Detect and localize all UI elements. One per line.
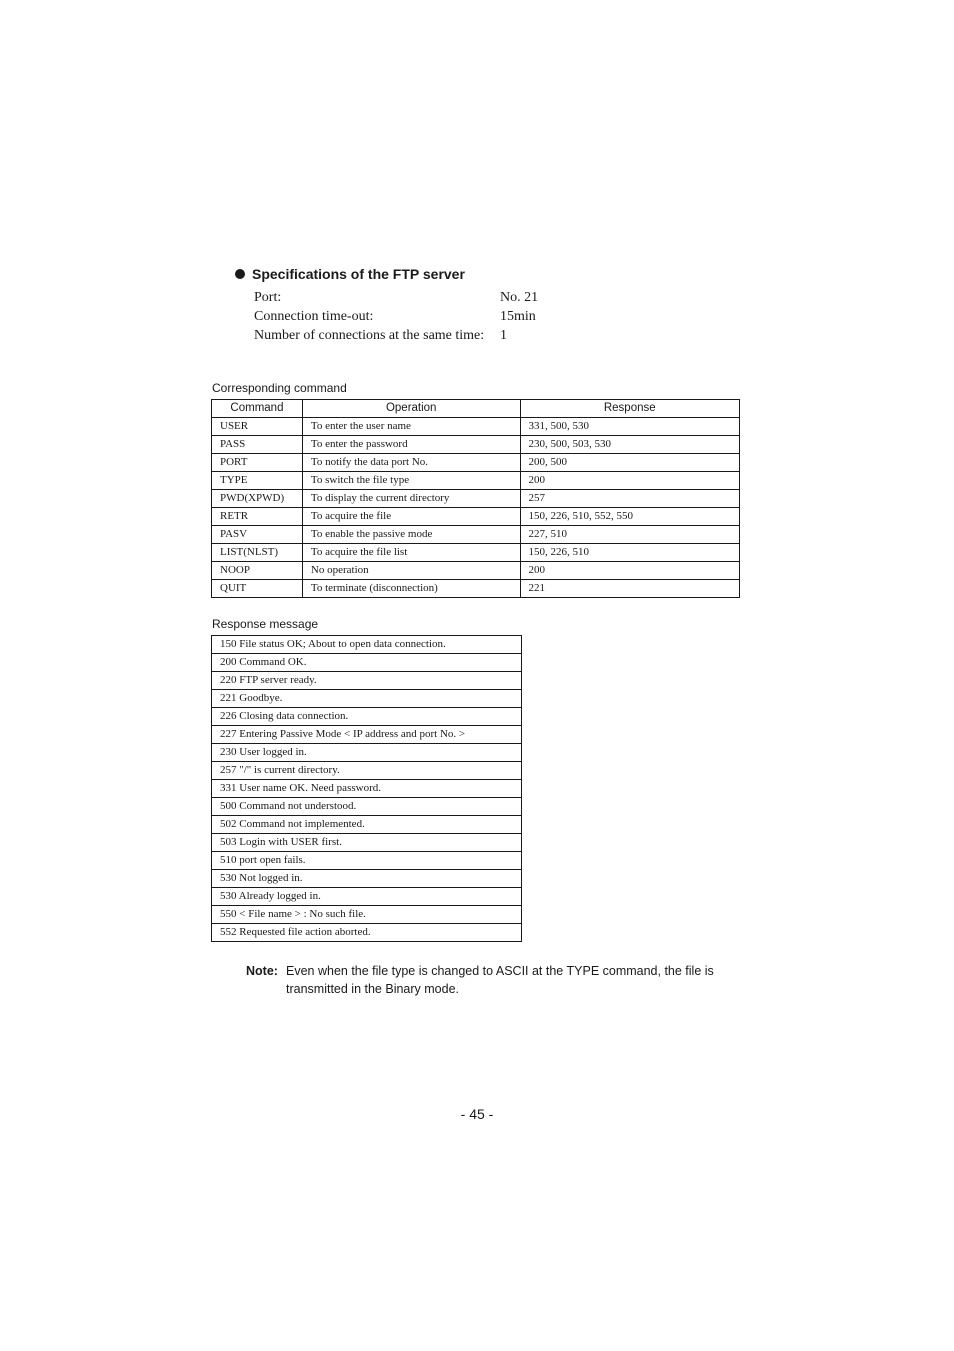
note-text: Even when the file type is changed to ASCII at the TYPE command, the file is transmitted in the Binary mode.: [286, 964, 714, 996]
table-row: [212, 418, 740, 436]
response-message-cell: 503 Login with USER first.: [212, 834, 522, 852]
response-message-cell: 500 Command not understood.: [212, 798, 522, 816]
table-row: [212, 490, 740, 508]
response-cell: 200, 500: [520, 454, 739, 472]
operation-cell: To notify the data port No.: [302, 454, 520, 472]
table-row: [212, 780, 522, 798]
column-header: Response: [520, 400, 739, 418]
response-message-cell: 530 Already logged in.: [212, 888, 522, 906]
response-message-cell: 221 Goodbye.: [212, 690, 522, 708]
table-row: [212, 708, 522, 726]
command-cell: QUIT: [212, 580, 303, 598]
command-cell: PWD(XPWD): [212, 490, 303, 508]
spec-label: Connection time-out:: [254, 309, 374, 324]
table-row: [212, 508, 740, 526]
table-row: [212, 654, 522, 672]
table-row: [212, 906, 522, 924]
note-label: Note:: [246, 964, 278, 978]
table-row: [212, 870, 522, 888]
response-message-cell: 552 Requested file action aborted.: [212, 924, 522, 942]
operation-cell: To acquire the file list: [302, 544, 520, 562]
command-cell: TYPE: [212, 472, 303, 490]
operation-cell: To switch the file type: [302, 472, 520, 490]
response-cell: 200: [520, 562, 739, 580]
operation-cell: To enter the password: [302, 436, 520, 454]
response-message-cell: 257 "/" is current directory.: [212, 762, 522, 780]
response-cell: 200: [520, 472, 739, 490]
table-row: [212, 672, 522, 690]
bullet-icon: [235, 269, 245, 279]
table-row: [212, 580, 740, 598]
table-row: [212, 436, 740, 454]
response-message-cell: 502 Command not implemented.: [212, 816, 522, 834]
command-cell: USER: [212, 418, 303, 436]
column-header: Operation: [302, 400, 520, 418]
response-message-cell: 227 Entering Passive Mode < IP address and port No. >: [212, 726, 522, 744]
response-cell: 150, 226, 510: [520, 544, 739, 562]
response-message-cell: 530 Not logged in.: [212, 870, 522, 888]
table-row: [212, 762, 522, 780]
operation-cell: To acquire the file: [302, 508, 520, 526]
table-row: [212, 526, 740, 544]
response-cell: 257: [520, 490, 739, 508]
operation-cell: To enter the user name: [302, 418, 520, 436]
response-message-cell: 510 port open fails.: [212, 852, 522, 870]
response-message-cell: 200 Command OK.: [212, 654, 522, 672]
table-row: [212, 924, 522, 942]
section-heading: [235, 266, 465, 282]
response-cell: 331, 500, 530: [520, 418, 739, 436]
operation-cell: To enable the passive mode: [302, 526, 520, 544]
spec-value: 15min: [500, 309, 536, 324]
table-row: [212, 472, 740, 490]
table-row: [212, 562, 740, 580]
table-row: [212, 726, 522, 744]
command-table-caption: Corresponding command: [212, 381, 347, 395]
table-row: [212, 816, 522, 834]
response-message-cell: 226 Closing data connection.: [212, 708, 522, 726]
spec-value: No. 21: [500, 290, 539, 305]
response-cell: 227, 510: [520, 526, 739, 544]
command-cell: LIST(NLST): [212, 544, 303, 562]
column-header: Command: [212, 400, 303, 418]
response-message-cell: 230 User logged in.: [212, 744, 522, 762]
table-row: [212, 852, 522, 870]
response-message-cell: 150 File status OK; About to open data connection.: [212, 636, 522, 654]
section-title: Specifications of the FTP server: [252, 266, 465, 282]
command-cell: RETR: [212, 508, 303, 526]
response-cell: 221: [520, 580, 739, 598]
table-row: [212, 834, 522, 852]
response-cell: 230, 500, 503, 530: [520, 436, 739, 454]
spec-value: 1: [500, 328, 507, 343]
command-cell: NOOP: [212, 562, 303, 580]
command-cell: PASS: [212, 436, 303, 454]
response-table-caption: Response message: [212, 617, 319, 631]
response-message-cell: 331 User name OK. Need password.: [212, 780, 522, 798]
table-row: [212, 690, 522, 708]
response-message-cell: 220 FTP server ready.: [212, 672, 522, 690]
response-table: [211, 635, 522, 942]
operation-cell: To display the current directory: [302, 490, 520, 508]
table-row: [212, 744, 522, 762]
command-cell: PORT: [212, 454, 303, 472]
response-message-cell: 550 < File name > : No such file.: [212, 906, 522, 924]
table-row: [212, 636, 522, 654]
spec-label: Number of connections at the same time:: [254, 328, 485, 343]
command-cell: PASV: [212, 526, 303, 544]
operation-cell: To terminate (disconnection): [302, 580, 520, 598]
response-cell: 150, 226, 510, 552, 550: [520, 508, 739, 526]
table-row: [212, 454, 740, 472]
operation-cell: No operation: [302, 562, 520, 580]
table-row: [212, 544, 740, 562]
table-row: [212, 798, 522, 816]
page-number: - 45 -: [460, 1106, 494, 1122]
spec-label: Port:: [254, 290, 282, 305]
table-header-row: [212, 400, 740, 418]
table-row: [212, 888, 522, 906]
command-table: [211, 399, 740, 598]
